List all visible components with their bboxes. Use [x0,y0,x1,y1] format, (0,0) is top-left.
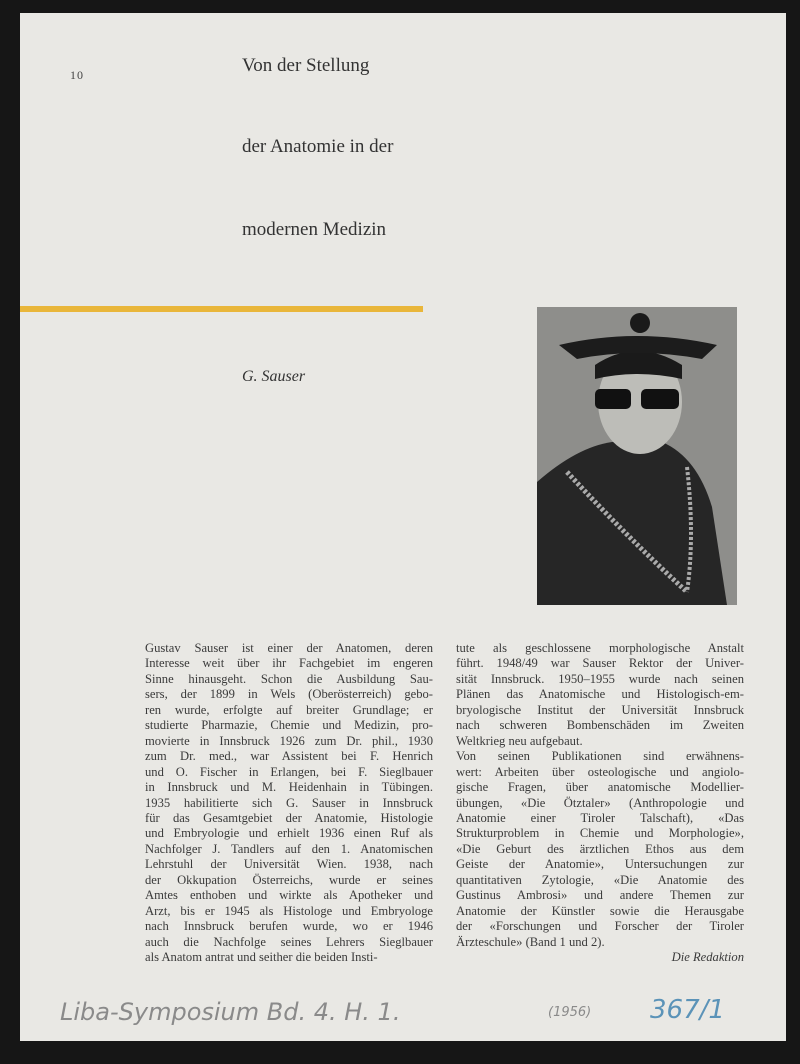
signature: Die Redaktion [671,950,744,965]
text-line: auch die Nachfolge seines Lehrers Sieglbauer [145,934,433,949]
title-line-2: der Anatomie in der [242,136,394,157]
text-line: nach Innsbruck berufen wurde, wo er 1946 [145,919,433,934]
text-line: ren wurde, erfolgte auf breiter Grundlage; er [145,702,433,717]
author: G. Sauser [242,368,306,385]
text-line: Arzt, bis er 1945 als Histologe und Embryologe [145,903,433,918]
text-line: tute als geschlossene morphologische Anstalt [456,641,744,655]
text-line: Gustav Sauser ist einer der Anatomen, deren [145,641,433,655]
text-line: gische Fragen, über anatomische Modellier- [456,780,744,795]
biography-right-column [456,641,744,966]
text-line: Ärzteschule» (Band 1 und 2). [456,934,605,949]
biography-left-column [145,641,433,966]
text-line: übungen, «Die Ötztaler» (Anthropologie und [456,795,744,810]
text-line: Von seinen Publikationen sind erwähnens- [456,749,744,764]
text-line: Plänen das Anatomische und Histologisch-em- [456,687,744,702]
text-line: für das Gesamtgebiet der Anatomie, Histologie [145,810,433,825]
document-page [20,13,786,1041]
text-line: Nachfolger J. Tandlers auf den 1. Anatomischen [145,841,433,856]
text-line: quantitativen Zytologie, «Die Anatomie des [456,872,744,887]
text-line: Amtes enthoben und wirkte als Apotheker und [145,888,433,903]
text-line: Geiste der Anatomie», Untersuchungen zur [456,857,744,872]
author-portrait-photo [537,307,737,605]
text-line: und Embryologie und erhielt 1936 einen Ruf als [145,826,433,841]
text-line: sität Innsbruck. 1950–1955 wurde nach seinen [456,671,744,686]
text-line: Interesse weit über ihr Fachgebiet im engeren [145,656,433,671]
page-number: 10 [70,68,84,82]
text-line: «Die Geburt des ärztlichen Ethos aus dem [456,841,744,856]
title-line-3: modernen Medizin [242,219,387,240]
handwritten-source-note: Liba-Symposium Bd. 4. H. 1. [60,998,401,1026]
text-line: movierte in Innsbruck 1926 zum Dr. phil., 1930 [145,733,433,748]
text-line: Gustinus Ambrosi» und andere Themen zur [456,888,744,903]
title-line-1: Von der Stellung [242,55,370,76]
text-line: wert: Arbeiten über osteologische und angiolo- [456,764,744,779]
text-line: Lehrstuhl der Universität Wien. 1938, nach [145,857,433,872]
text-line: und O. Fischer in Erlangen, bei F. Sieglbauer [145,764,433,779]
text-line: der Okkupation Österreichs, wurde er seines [145,872,433,887]
text-line: Sinne hinausgeht. Schon die Ausbildung Sau- [145,671,433,686]
text-line: bryologische Institut der Universität Innsbruck [456,702,744,717]
handwritten-catalog-number: 367/1 [650,995,725,1025]
text-line: studierte Pharmazie, Chemie und Medizin, pro- [145,718,433,733]
text-line: Weltkrieg neu aufgebaut. [456,733,583,748]
text-line: zum Dr. med., war Assistent bei F. Henrich [145,749,433,764]
accent-rule [20,306,423,312]
text-line: Strukturproblem in Chemie und Morphologie», [456,826,744,841]
text-line: sers, der 1899 in Wels (Oberösterreich) gebo- [145,687,433,702]
text-line: in Innsbruck und M. Heidenhain in Tübingen. [145,780,433,795]
text-line: führt. 1948/49 war Sauser Rektor der Univer- [456,656,744,671]
handwritten-year: (1956) [548,1005,592,1020]
text-line: als Anatom antrat und seither die beiden Insti- [145,950,378,965]
text-line: der «Forschungen und Forscher der Tiroler [456,919,744,934]
text-line: Anatomie der Künstler sowie die Herausgabe [456,903,744,918]
text-line: nach schweren Bombenschäden im Zweiten [456,718,744,733]
text-line: 1935 habilitierte sich G. Sauser in Innsbruck [145,795,433,810]
text-line: Anatomie einer Tiroler Talschaft), «Das [456,810,744,825]
